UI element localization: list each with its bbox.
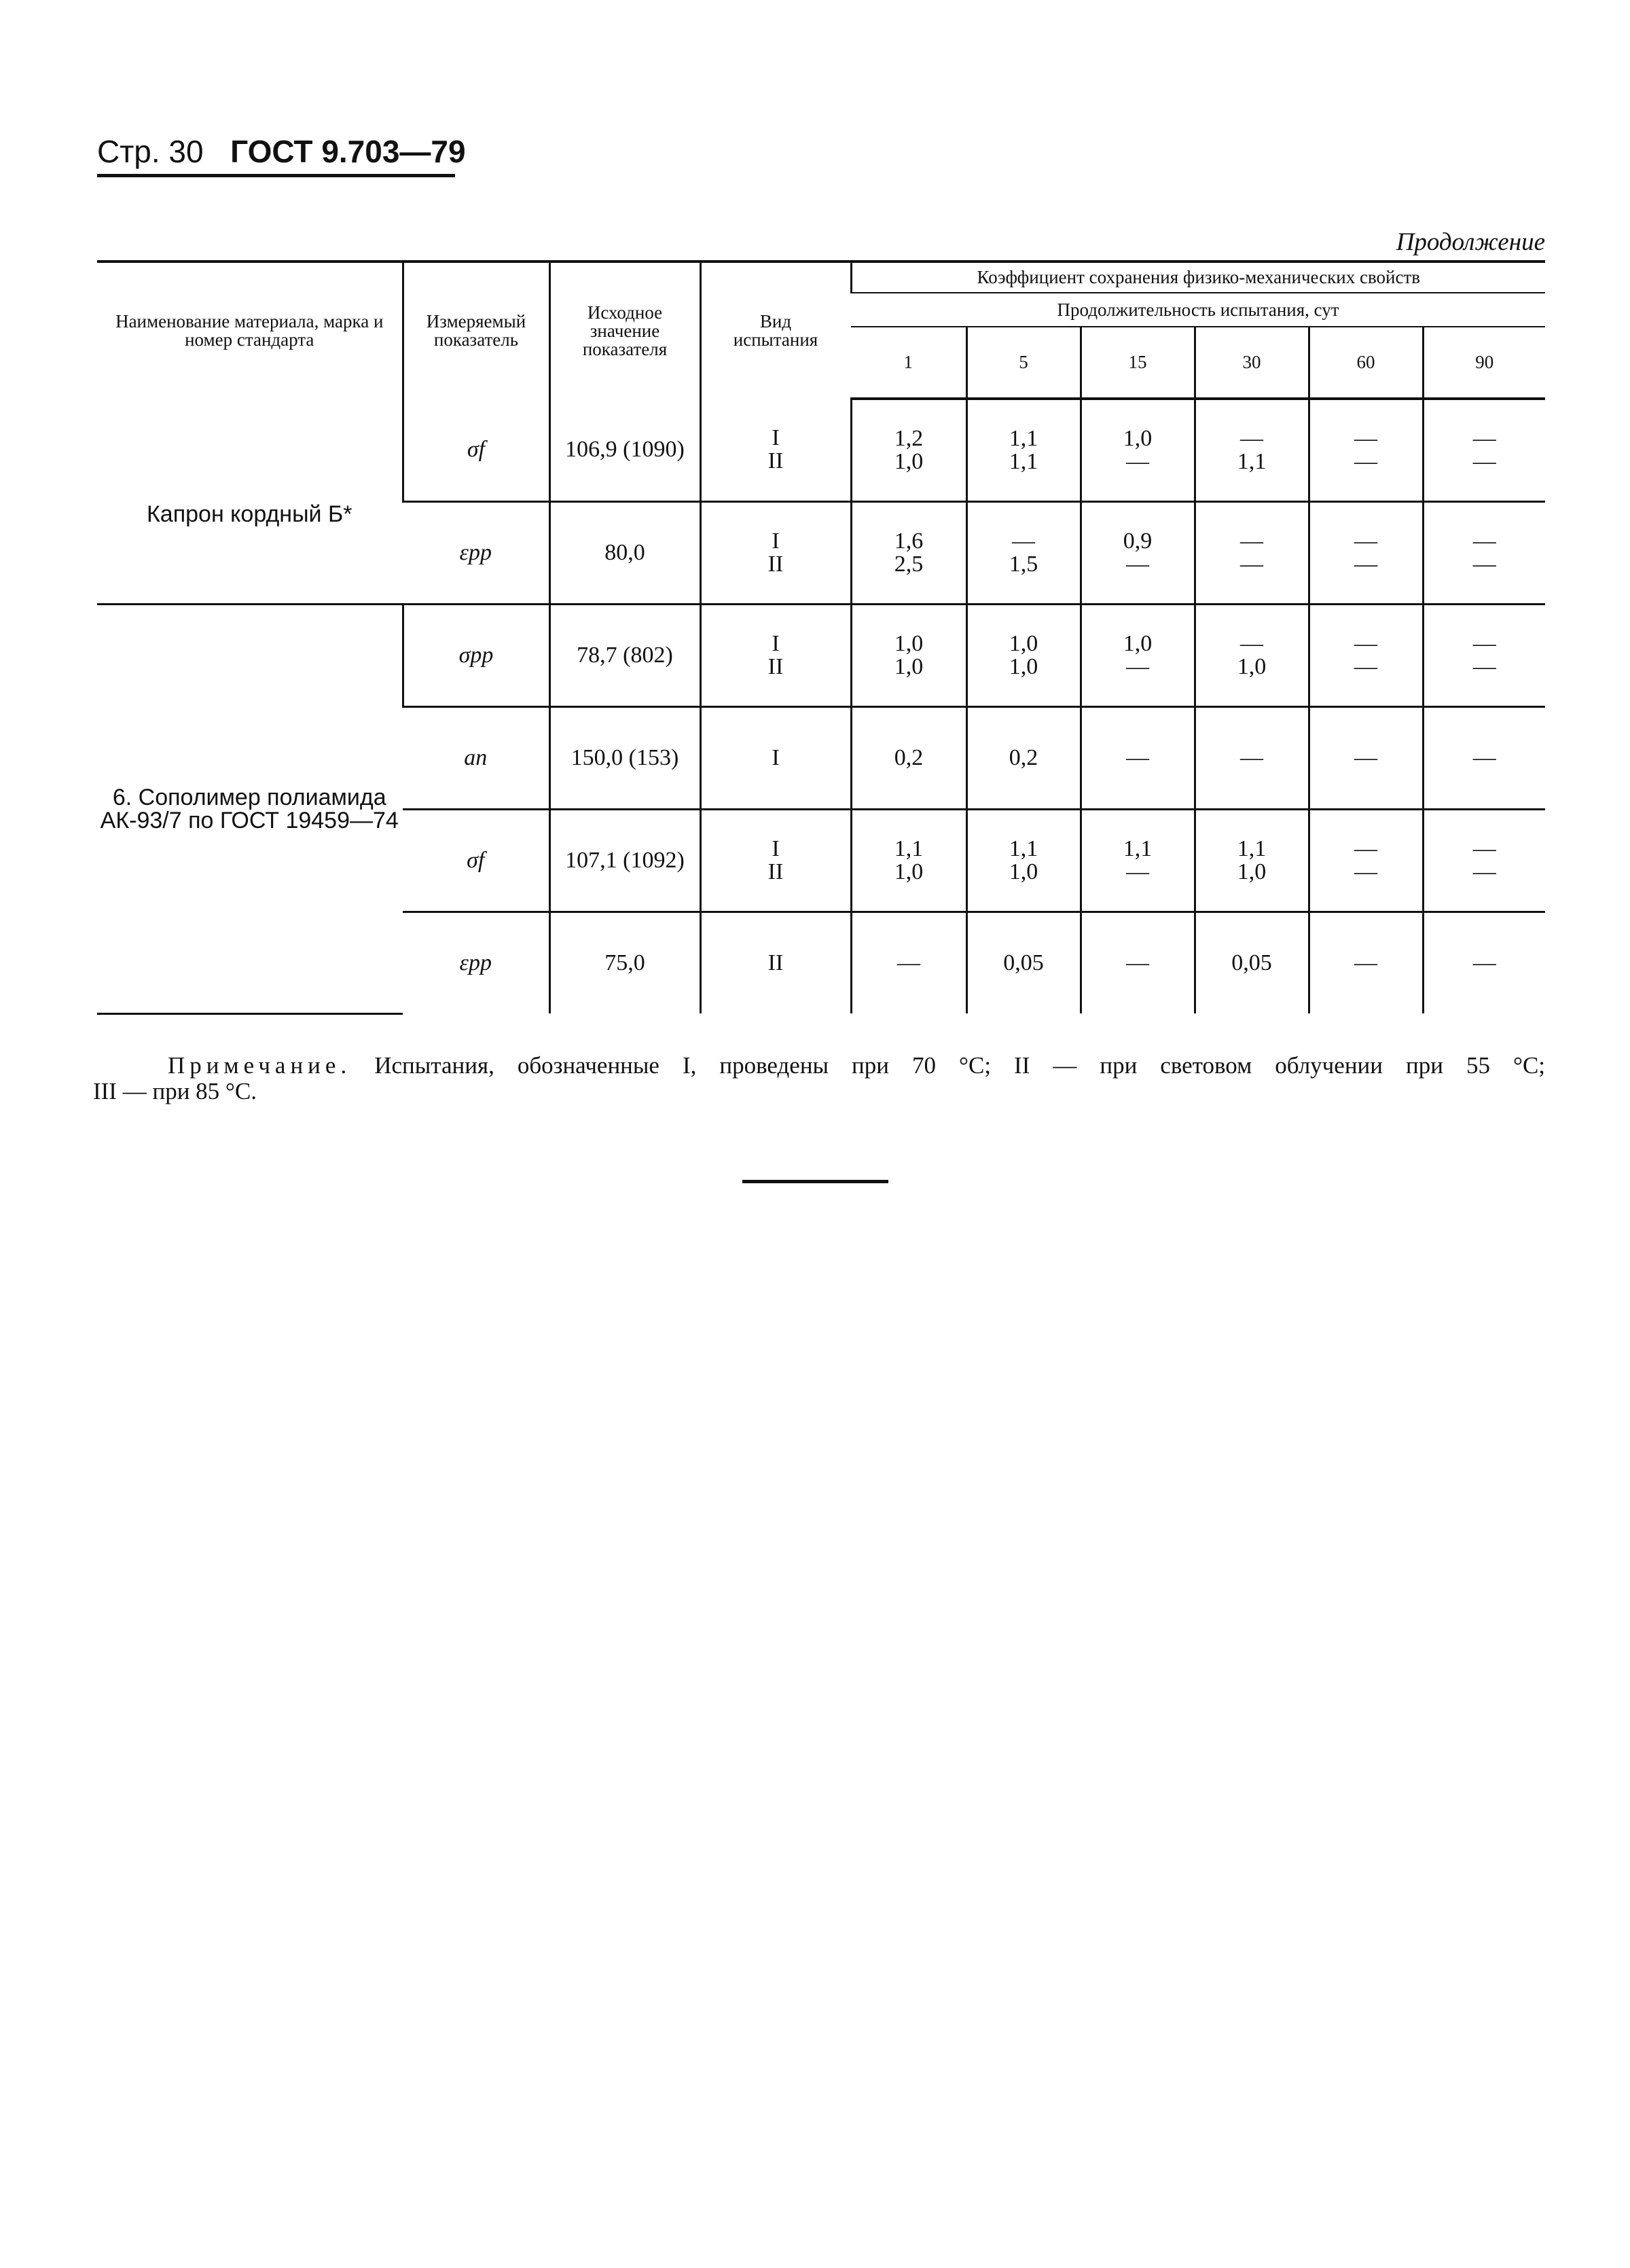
value: 1,0 — [1237, 859, 1267, 884]
value: 0,05 — [1003, 950, 1044, 975]
value: 1,2 — [894, 426, 924, 451]
note-label: Примечание. — [168, 1052, 352, 1079]
value-cell — [851, 399, 966, 502]
test-type: II — [767, 950, 784, 975]
value: 0,2 — [894, 745, 924, 770]
value: — — [1472, 552, 1496, 577]
value: — — [1354, 528, 1377, 554]
day-header: 15 — [1081, 327, 1195, 399]
value: — — [1240, 528, 1263, 554]
value-cell — [1081, 605, 1195, 707]
value-cell — [966, 912, 1081, 1014]
value-cell — [851, 605, 966, 707]
test-cell — [700, 399, 851, 502]
value-cell — [1423, 605, 1545, 707]
header-material: Наименование материала, марка и номер стандарта — [97, 262, 403, 399]
value-cell — [1081, 502, 1195, 605]
header-rule — [97, 174, 455, 177]
test-cell — [700, 502, 851, 605]
value: — — [1354, 950, 1377, 975]
value-cell — [1423, 502, 1545, 605]
day-header: 90 — [1423, 327, 1545, 399]
value: — — [1354, 426, 1377, 451]
standard-number: ГОСТ 9.703—79 — [230, 134, 466, 169]
initial-cell: 78,7 (802) — [549, 605, 700, 707]
table-row — [97, 605, 1545, 707]
value: — — [1354, 449, 1377, 474]
value-cell — [966, 707, 1081, 810]
measure-cell: σf — [403, 810, 549, 912]
test-type: II — [767, 448, 784, 473]
header-duration: Продолжительность испытания, сут — [851, 293, 1545, 327]
test-type: I — [772, 425, 780, 450]
material-name: 6. Сополимер полиамида АК-93/7 по ГОСТ 19459—74 — [97, 605, 403, 1014]
day-header: 60 — [1309, 327, 1423, 399]
value-cell — [1423, 707, 1545, 810]
header-test-type: Вид испытания — [700, 262, 851, 399]
value: — — [1472, 449, 1496, 474]
measure-cell: σf — [403, 399, 549, 502]
value: — — [1472, 950, 1496, 975]
header-coef: Коэффициент сохранения физико-механических свойств — [851, 262, 1545, 293]
value-cell — [1195, 707, 1309, 810]
value-cell — [966, 502, 1081, 605]
value-cell — [1195, 605, 1309, 707]
measure-cell: εрр — [403, 502, 549, 605]
test-type: I — [772, 528, 780, 554]
initial-cell: 107,1 (1092) — [549, 810, 700, 912]
note-text: Испытания, обозначенные I, проведены при 70 °С; II — при световом облучении при 55 °С; — [374, 1052, 1546, 1079]
value-cell — [966, 399, 1081, 502]
value: 1,5 — [1009, 552, 1038, 577]
test-cell — [700, 912, 851, 1014]
value-cell — [851, 810, 966, 912]
day-header: 5 — [966, 327, 1081, 399]
header-initial: Исходное значение показателя — [549, 262, 700, 399]
value: 1,1 — [1009, 836, 1038, 861]
value-cell — [1195, 502, 1309, 605]
page-number: Стр. 30 — [97, 134, 204, 169]
value: — — [1126, 859, 1149, 884]
value-cell — [1309, 810, 1423, 912]
data-table — [97, 260, 1545, 1015]
value: — — [1472, 528, 1496, 554]
value: 1,0 — [894, 449, 924, 474]
value-cell — [851, 707, 966, 810]
value-cell — [1081, 810, 1195, 912]
value: — — [1126, 449, 1149, 474]
value: 1,0 — [1009, 654, 1038, 679]
value: — — [1472, 426, 1496, 451]
value-cell — [1081, 707, 1195, 810]
page-header — [97, 133, 466, 170]
test-cell — [700, 605, 851, 707]
value: 1,1 — [1123, 836, 1153, 861]
test-type: II — [767, 552, 784, 577]
value: 1,1 — [1237, 449, 1267, 474]
end-rule — [742, 1180, 888, 1183]
day-header: 1 — [851, 327, 966, 399]
value: 1,1 — [1009, 449, 1038, 474]
table-row — [97, 399, 1545, 502]
value-cell — [1309, 605, 1423, 707]
value: 1,1 — [894, 836, 924, 861]
value-cell — [1195, 912, 1309, 1014]
value: 1,0 — [1237, 654, 1267, 679]
table-note — [93, 1054, 1545, 1077]
value: — — [1354, 859, 1377, 884]
value: — — [1012, 528, 1035, 554]
value: 1,0 — [894, 631, 924, 656]
value: 1,6 — [894, 528, 924, 554]
value: — — [1126, 950, 1149, 975]
test-type: II — [767, 654, 784, 679]
value: — — [1472, 631, 1496, 656]
value: — — [1240, 552, 1263, 577]
value: — — [1126, 552, 1149, 577]
value: — — [1240, 426, 1263, 451]
note-text-continued: III — при 85 °С. — [93, 1078, 257, 1104]
value: 0,2 — [1009, 745, 1038, 770]
value: — — [1126, 654, 1149, 679]
value: — — [897, 950, 920, 975]
value-cell — [1309, 502, 1423, 605]
initial-cell: 150,0 (153) — [549, 707, 700, 810]
test-type: I — [772, 836, 780, 861]
value: — — [1354, 552, 1377, 577]
value: — — [1240, 745, 1263, 770]
value: — — [1354, 631, 1377, 656]
value: 1,0 — [1123, 426, 1153, 451]
value: 1,1 — [1237, 836, 1267, 861]
initial-cell: 80,0 — [549, 502, 700, 605]
measure-cell: εрр — [459, 950, 492, 975]
value: — — [1472, 836, 1496, 861]
test-type: II — [767, 859, 784, 884]
value: — — [1472, 745, 1496, 770]
value: — — [1472, 859, 1496, 884]
day-header: 30 — [1195, 327, 1309, 399]
value: 2,5 — [894, 552, 924, 577]
value: — — [1354, 836, 1377, 861]
value: 0,9 — [1123, 528, 1153, 554]
value: — — [1354, 654, 1377, 679]
test-cell — [700, 810, 851, 912]
material-name: Капрон кордный Б* — [97, 399, 403, 605]
value-cell — [966, 605, 1081, 707]
value-cell — [966, 810, 1081, 912]
value: 1,0 — [894, 859, 924, 884]
value: 1,0 — [1009, 631, 1038, 656]
value-cell — [1081, 912, 1195, 1014]
value: 1,1 — [1009, 426, 1038, 451]
value: 0,05 — [1231, 950, 1272, 975]
value: 1,0 — [1009, 859, 1038, 884]
initial-cell: 75,0 — [549, 912, 700, 1014]
test-type: I — [772, 745, 780, 770]
value-cell — [1309, 707, 1423, 810]
value-cell — [1081, 399, 1195, 502]
value-cell — [851, 502, 966, 605]
initial-cell: 106,9 (1090) — [549, 399, 700, 502]
test-cell — [700, 707, 851, 810]
measure-cell: an — [403, 707, 549, 810]
value-cell — [1309, 912, 1423, 1014]
value: — — [1126, 745, 1149, 770]
test-type: I — [772, 631, 780, 656]
value-cell — [1423, 810, 1545, 912]
header-measured: Измеряемый показатель — [403, 262, 549, 399]
value: — — [1240, 631, 1263, 656]
value-cell — [851, 912, 966, 1014]
value: — — [1354, 745, 1377, 770]
measure-cell: σрр — [403, 605, 549, 707]
value-cell — [1195, 399, 1309, 502]
value: 1,0 — [1123, 631, 1153, 656]
value: 1,0 — [894, 654, 924, 679]
value-cell — [1423, 912, 1545, 1014]
value: — — [1472, 654, 1496, 679]
value-cell — [1423, 399, 1545, 502]
value-cell — [1195, 810, 1309, 912]
continuation-label: Продолжение — [1396, 228, 1545, 256]
value-cell — [1309, 399, 1423, 502]
